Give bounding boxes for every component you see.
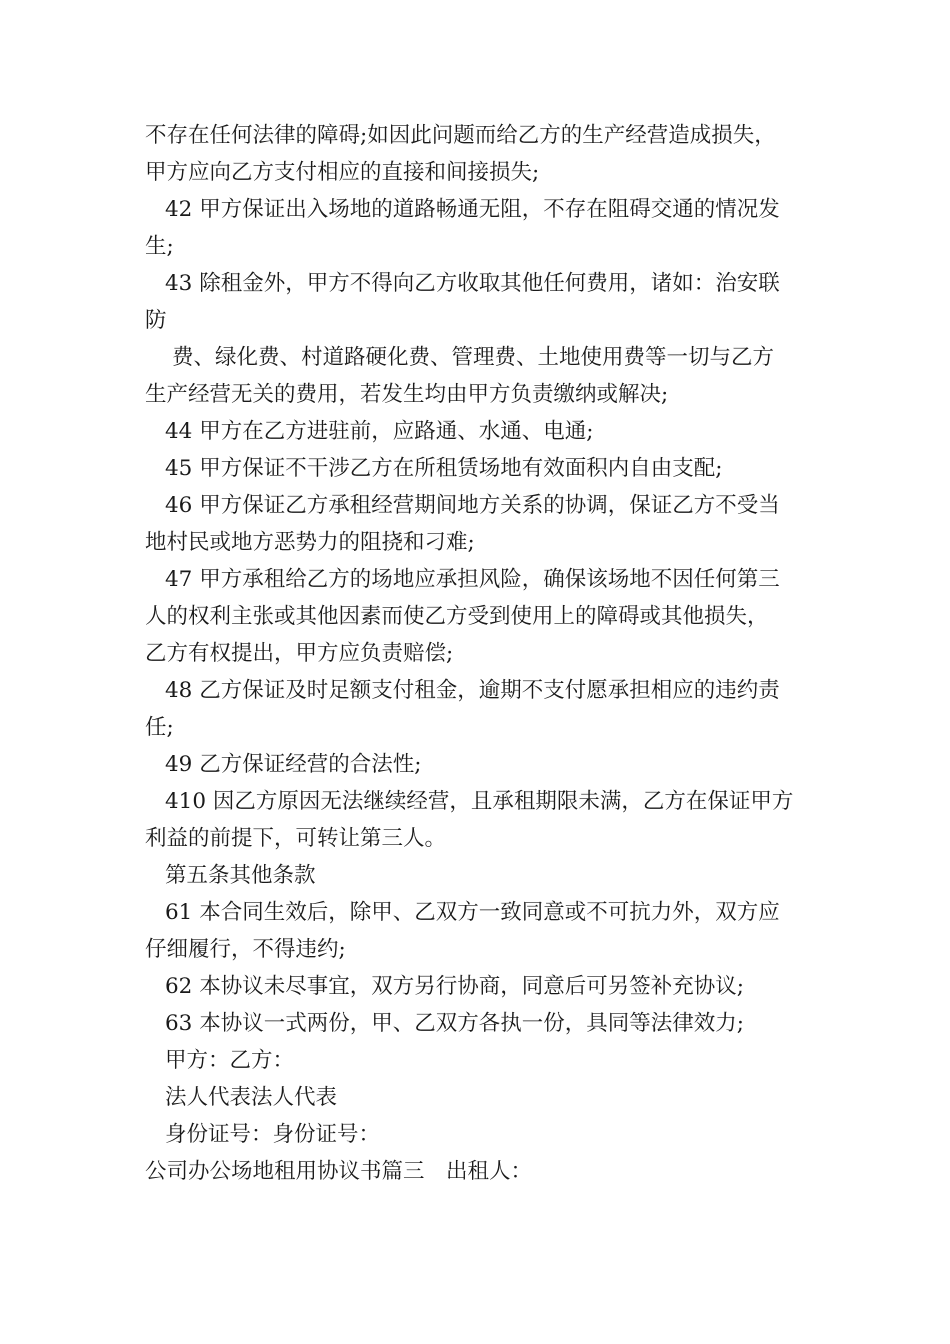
clause-4-2: 42 甲方保证出入场地的道路畅通无阻，不存在阻碍交通的情况发 [165, 197, 780, 222]
clause-4-9: 49 乙方保证经营的合法性; [165, 752, 422, 777]
clause-4-3: 43 除租金外，甲方不得向乙方收取其他任何费用，诸如：治安联 [165, 271, 780, 296]
clause-6-1: 61 本合同生效后，除甲、乙双方一致同意或不可抗力外，双方应 [165, 900, 780, 925]
clause-6-2: 62 本协议未尽事宜，双方另行协商，同意后可另签补充协议; [165, 974, 744, 999]
text-line: 费、绿化费、村道路硬化费、管理费、土地使用费等一切与乙方 [172, 345, 775, 370]
clause-4-7: 47 甲方承租给乙方的场地应承担风险，确保该场地不因任何第三 [165, 567, 780, 592]
text-line: 人的权利主张或其他因素而使乙方受到使用上的障碍或其他损失， [145, 604, 769, 629]
clause-4-10: 410 因乙方原因无法继续经营，且承租期限未满，乙方在保证甲方 [165, 789, 794, 814]
next-section-title: 公司办公场地租用协议书篇三 出租人： [145, 1159, 533, 1184]
legal-representative-line: 法人代表法人代表 [165, 1085, 338, 1110]
clause-4-5: 45 甲方保证不干涉乙方在所租赁场地有效面积内自由支配; [165, 456, 723, 481]
text-line: 地村民或地方恶势力的阻挠和刁难; [145, 530, 475, 555]
text-line: 利益的前提下，可转让第三人。 [145, 826, 447, 851]
text-line: 防 [145, 308, 167, 333]
document-body [145, 117, 815, 1190]
text-line: 任; [145, 715, 174, 740]
clause-4-4: 44 甲方在乙方进驻前，应路通、水通、电通; [165, 419, 594, 444]
section-heading: 第五条其他条款 [165, 863, 316, 888]
clause-4-6: 46 甲方保证乙方承租经营期间地方关系的协调，保证乙方不受当 [165, 493, 780, 518]
clause-4-8: 48 乙方保证及时足额支付租金，逾期不支付愿承担相应的违约责 [165, 678, 780, 703]
text-line: 生产经营无关的费用，若发生均由甲方负责缴纳或解决; [145, 382, 669, 407]
signature-parties: 甲方：乙方： [165, 1048, 295, 1073]
text-line: 仔细履行，不得违约; [145, 937, 346, 962]
text-line: 乙方有权提出，甲方应负责赔偿; [145, 641, 454, 666]
text-line: 生; [145, 234, 174, 259]
clause-6-3: 63 本协议一式两份，甲、乙双方各执一份，具同等法律效力; [165, 1011, 744, 1036]
text-line: 甲方应向乙方支付相应的直接和间接损失; [145, 160, 540, 185]
text-line: 不存在任何法律的障碍;如因此问题而给乙方的生产经营造成损失， [145, 123, 776, 148]
id-number-line: 身份证号：身份证号： [165, 1122, 381, 1147]
